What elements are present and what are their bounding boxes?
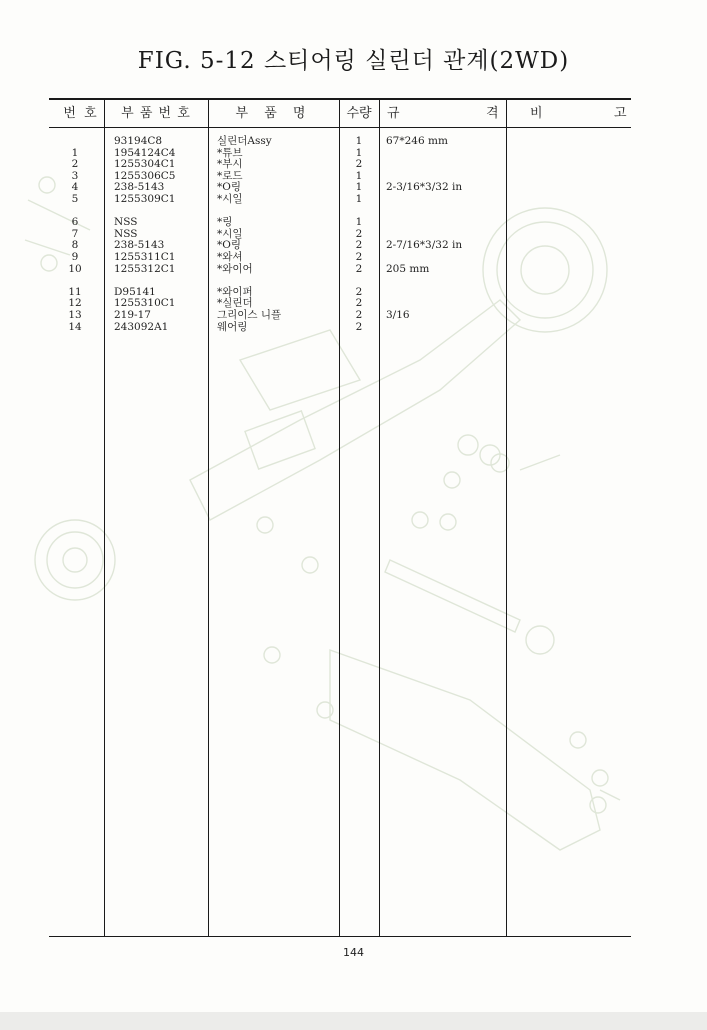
cell-part-name: 웨어링 <box>217 320 248 333</box>
cell-quantity: 2 <box>355 262 363 275</box>
cell-item-number: 6 <box>71 216 79 229</box>
cell-item-number: 8 <box>71 239 79 252</box>
cell-spec <box>386 217 504 229</box>
cell-quantity: 2 <box>355 250 363 263</box>
cell-quantity: 1 <box>355 146 363 159</box>
column-divider <box>208 100 209 936</box>
cell-part-number: NSS <box>114 216 138 229</box>
cell-quantity: 2 <box>355 158 363 171</box>
header-top-rule <box>49 98 631 100</box>
cell-part-name: *시일 <box>217 192 243 205</box>
cell-part-name: *부시 <box>217 158 243 171</box>
cell-part-name: *튜브 <box>217 146 243 159</box>
cell-spec: 67*246 mm <box>386 135 448 147</box>
scan-bottom-edge <box>0 1012 707 1030</box>
cell-spec: 205 mm <box>386 262 430 275</box>
header-spec-left: 규 <box>387 106 400 121</box>
cell-quantity: 1 <box>355 169 363 182</box>
cell-item-number: 9 <box>71 250 79 263</box>
cell-quantity: 2 <box>355 308 363 321</box>
page-number: 144 <box>343 946 364 959</box>
cell-quantity: 1 <box>355 192 363 205</box>
header-spec-right: 격 <box>486 106 499 121</box>
cell-part-name: *로드 <box>217 169 243 182</box>
cell-part-name: *와이퍼 <box>217 285 253 298</box>
cell-part-number: D95141 <box>114 285 156 298</box>
cell-item-number: 7 <box>71 227 79 240</box>
cell-part-number: 238-5143 <box>114 181 165 194</box>
cell-spec <box>386 322 504 334</box>
cell-item-number: 1 <box>71 146 79 159</box>
cell-item-number <box>60 136 90 148</box>
cell-part-number: 1255311C1 <box>114 250 176 263</box>
header-bottom-rule <box>49 127 631 128</box>
cell-spec <box>386 252 504 264</box>
cell-part-number: 219-17 <box>114 308 151 321</box>
cell-part-name: *O링 <box>217 239 242 252</box>
cell-quantity: 1 <box>355 135 363 147</box>
cell-part-number: 243092A1 <box>114 320 169 333</box>
cell-quantity: 2 <box>355 320 363 333</box>
cell-part-name: *링 <box>217 216 233 229</box>
cell-item-number: 2 <box>71 158 79 171</box>
header-part-name: 부 품 명 <box>235 106 312 121</box>
cell-spec <box>386 287 504 299</box>
cell-part-number <box>114 275 206 287</box>
cell-spec <box>386 194 504 206</box>
cell-quantity: 1 <box>355 181 363 194</box>
cell-quantity: 2 <box>355 239 363 252</box>
cell-item-number: 4 <box>71 181 79 194</box>
cell-spec <box>386 275 504 287</box>
header-quantity: 수량 <box>346 106 372 121</box>
cell-part-number: 1255312C1 <box>114 262 176 275</box>
column-item-numbers <box>60 136 90 333</box>
cell-item-number: 10 <box>68 262 82 275</box>
cell-part-number: 93194C8 <box>114 135 163 147</box>
header-no: 번 호 <box>63 106 99 121</box>
cell-spec <box>386 206 504 218</box>
cell-part-number: 1954124C4 <box>114 146 176 159</box>
cell-part-number: 1255306C5 <box>114 169 176 182</box>
cell-quantity <box>346 275 372 287</box>
cell-part-number: 1255310C1 <box>114 297 176 310</box>
cell-item-number: 11 <box>68 285 82 298</box>
cell-part-number: 238-5143 <box>114 239 165 252</box>
cell-item-number: 14 <box>68 320 82 333</box>
cell-part-name: *와셔 <box>217 250 243 263</box>
header-remark-left: 비 <box>530 106 543 121</box>
cell-spec: 2-3/16*3/32 in <box>386 181 463 194</box>
cell-part-name: 그리이스 니플 <box>217 308 282 321</box>
column-divider <box>339 100 340 936</box>
cell-quantity: 2 <box>355 297 363 310</box>
cell-part-name: *O링 <box>217 181 242 194</box>
cell-part-name: *실린더 <box>217 297 253 310</box>
cell-spec <box>386 159 504 171</box>
cell-part-name <box>217 275 337 287</box>
header-part-number: 부 품 번 호 <box>121 106 191 121</box>
page-title: FIG. 5-12 스티어링 실린더 관계(2WD) <box>137 48 570 74</box>
column-part-numbers <box>114 136 206 333</box>
cell-quantity: 2 <box>355 227 363 240</box>
cell-part-name: *와이어 <box>217 262 253 275</box>
column-specs <box>386 136 504 333</box>
cell-part-name: *시일 <box>217 227 243 240</box>
cell-part-number: 1255304C1 <box>114 158 176 171</box>
column-divider <box>379 100 380 936</box>
cell-item-number: 5 <box>71 192 79 205</box>
cell-part-number: 1255309C1 <box>114 192 176 205</box>
column-quantities <box>346 136 372 333</box>
cell-item-number: 12 <box>68 297 82 310</box>
cell-quantity: 1 <box>355 216 363 229</box>
column-divider <box>506 100 507 936</box>
column-part-names <box>217 136 337 333</box>
cell-item-number: 3 <box>71 169 79 182</box>
cell-part-name: 실린더Assy <box>217 135 272 147</box>
cell-part-number: NSS <box>114 227 138 240</box>
cell-item-number: 13 <box>68 308 82 321</box>
cell-spec: 2-7/16*3/32 in <box>386 239 463 252</box>
cell-quantity: 2 <box>355 285 363 298</box>
cell-spec <box>386 148 504 160</box>
cell-item-number <box>60 275 90 287</box>
column-divider <box>104 100 105 936</box>
header-remark-right: 고 <box>614 106 627 121</box>
cell-spec: 3/16 <box>386 308 410 321</box>
table-bottom-rule <box>49 936 631 937</box>
cell-part-name <box>217 206 337 218</box>
